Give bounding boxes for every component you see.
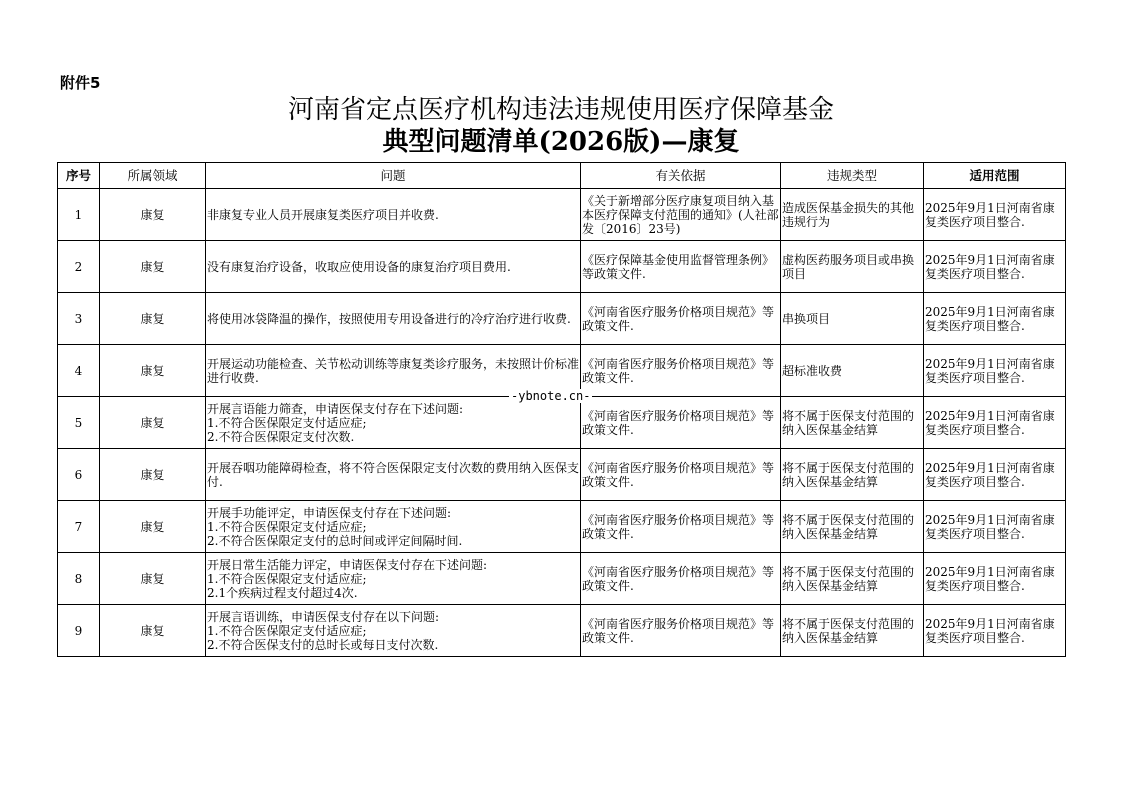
header-domain: 所属领域 bbox=[100, 163, 206, 189]
row-problem bbox=[206, 501, 581, 553]
table-row bbox=[58, 397, 1066, 449]
row-scope: 2025年9月1日河南省康复类医疗项目整合. bbox=[924, 293, 1066, 345]
row-domain: 康复 bbox=[100, 501, 206, 553]
row-domain: 康复 bbox=[100, 449, 206, 501]
problem-line: 将使用冰袋降温的操作，按照使用专用设备进行的冷疗治疗进行收费. bbox=[207, 311, 571, 326]
row-violation-type: 超标准收费 bbox=[781, 345, 924, 397]
table-row bbox=[58, 189, 1066, 241]
document-title-line2: 典型问题清单(2026版)—康复 bbox=[382, 127, 740, 157]
row-index: 1 bbox=[58, 189, 100, 241]
row-problem bbox=[206, 293, 581, 345]
row-domain: 康复 bbox=[100, 553, 206, 605]
table-row bbox=[58, 293, 1066, 345]
row-scope: 2025年9月1日河南省康复类医疗项目整合. bbox=[924, 501, 1066, 553]
row-scope: 2025年9月1日河南省康复类医疗项目整合. bbox=[924, 553, 1066, 605]
row-index: 4 bbox=[58, 345, 100, 397]
problem-line: 1.不符合医保限定支付适应症; bbox=[207, 571, 367, 586]
document-title-line1: 河南省定点医疗机构违法违规使用医疗保障基金 bbox=[287, 95, 834, 125]
row-problem bbox=[206, 241, 581, 293]
problem-line: 非康复专业人员开展康复类医疗项目并收费. bbox=[207, 207, 439, 222]
problem-line: 开展言语能力筛查，申请医保支付存在下述问题: bbox=[207, 401, 464, 416]
row-index: 8 bbox=[58, 553, 100, 605]
row-basis: 《河南省医疗服务价格项目规范》等政策文件. bbox=[581, 605, 781, 657]
problem-line: 2.不符合医保限定支付的总时间或评定间隔时间. bbox=[207, 533, 463, 548]
problem-line: 开展言语训练，申请医保支付存在以下问题: bbox=[207, 609, 440, 624]
header-type: 违规类型 bbox=[781, 163, 924, 189]
row-violation-type: 将不属于医保支付范围的纳入医保基金结算 bbox=[781, 449, 924, 501]
row-domain: 康复 bbox=[100, 241, 206, 293]
problem-line: 开展日常生活能力评定，申请医保支付存在下述问题: bbox=[207, 557, 488, 572]
row-index: 3 bbox=[58, 293, 100, 345]
row-index: 7 bbox=[58, 501, 100, 553]
row-domain: 康复 bbox=[100, 293, 206, 345]
row-domain: 康复 bbox=[100, 345, 206, 397]
problem-line: 1.不符合医保限定支付适应症; bbox=[207, 415, 367, 430]
table-row bbox=[58, 449, 1066, 501]
row-problem bbox=[206, 449, 581, 501]
row-problem bbox=[206, 605, 581, 657]
header-scope: 适用范围 bbox=[924, 163, 1066, 189]
problem-list-table bbox=[57, 162, 1066, 657]
row-basis: 《河南省医疗服务价格项目规范》等政策文件. bbox=[581, 553, 781, 605]
row-basis: 《河南省医疗服务价格项目规范》等政策文件. bbox=[581, 345, 781, 397]
problem-line: 1.不符合医保限定支付适应症; bbox=[207, 519, 367, 534]
row-violation-type: 将不属于医保支付范围的纳入医保基金结算 bbox=[781, 553, 924, 605]
row-violation-type: 将不属于医保支付范围的纳入医保基金结算 bbox=[781, 397, 924, 449]
row-violation-type: 将不属于医保支付范围的纳入医保基金结算 bbox=[781, 501, 924, 553]
table-header-row bbox=[58, 163, 1066, 189]
row-problem bbox=[206, 189, 581, 241]
row-domain: 康复 bbox=[100, 189, 206, 241]
row-problem bbox=[206, 553, 581, 605]
table-row bbox=[58, 241, 1066, 293]
row-index: 6 bbox=[58, 449, 100, 501]
row-basis: 《河南省医疗服务价格项目规范》等政策文件. bbox=[581, 397, 781, 449]
row-scope: 2025年9月1日河南省康复类医疗项目整合. bbox=[924, 345, 1066, 397]
table-row bbox=[58, 553, 1066, 605]
row-violation-type: 造成医保基金损失的其他违规行为 bbox=[781, 189, 924, 241]
row-index: 2 bbox=[58, 241, 100, 293]
row-domain: 康复 bbox=[100, 397, 206, 449]
table-row bbox=[58, 605, 1066, 657]
row-violation-type: 串换项目 bbox=[781, 293, 924, 345]
table-body bbox=[58, 189, 1066, 657]
row-violation-type: 虚构医药服务项目或串换项目 bbox=[781, 241, 924, 293]
row-index: 9 bbox=[58, 605, 100, 657]
problem-line: 2.不符合医保限定支付次数. bbox=[207, 429, 355, 444]
attachment-label: 附件5 bbox=[60, 74, 101, 92]
problem-line: 2.不符合医保支付的总时长或每日支付次数. bbox=[207, 637, 439, 652]
header-problem: 问题 bbox=[206, 163, 581, 189]
row-problem bbox=[206, 397, 581, 449]
row-scope: 2025年9月1日河南省康复类医疗项目整合. bbox=[924, 449, 1066, 501]
watermark: -ybnote.cn- bbox=[511, 389, 591, 403]
row-basis: 《河南省医疗服务价格项目规范》等政策文件. bbox=[581, 449, 781, 501]
problem-line: 开展运动功能检查、关节松动训练等康复类诊疗服务，未按照计价标准进行收费. bbox=[207, 356, 580, 385]
row-domain: 康复 bbox=[100, 605, 206, 657]
row-scope: 2025年9月1日河南省康复类医疗项目整合. bbox=[924, 397, 1066, 449]
problem-line: 开展吞咽功能障碍检查，将不符合医保限定支付次数的费用纳入医保支付. bbox=[207, 460, 580, 489]
row-scope: 2025年9月1日河南省康复类医疗项目整合. bbox=[924, 605, 1066, 657]
row-basis: 《医疗保障基金使用监督管理条例》等政策文件. bbox=[581, 241, 781, 293]
row-basis: 《关于新增部分医疗康复项目纳入基本医疗保障支付范围的通知》(人社部发〔2016〕23号) bbox=[581, 189, 781, 241]
row-basis: 《河南省医疗服务价格项目规范》等政策文件. bbox=[581, 501, 781, 553]
row-violation-type: 将不属于医保支付范围的纳入医保基金结算 bbox=[781, 605, 924, 657]
row-basis: 《河南省医疗服务价格项目规范》等政策文件. bbox=[581, 293, 781, 345]
row-index: 5 bbox=[58, 397, 100, 449]
header-index: 序号 bbox=[58, 163, 100, 189]
header-basis: 有关依据 bbox=[581, 163, 781, 189]
problem-line: 开展手功能评定，申请医保支付存在下述问题: bbox=[207, 505, 452, 520]
row-scope: 2025年9月1日河南省康复类医疗项目整合. bbox=[924, 241, 1066, 293]
problem-line: 2.1个疾病过程支付超过4次. bbox=[207, 585, 358, 600]
problem-line: 1.不符合医保限定支付适应症; bbox=[207, 623, 367, 638]
table-row bbox=[58, 501, 1066, 553]
problem-line: 没有康复治疗设备，收取应使用设备的康复治疗项目费用. bbox=[207, 259, 511, 274]
row-scope: 2025年9月1日河南省康复类医疗项目整合. bbox=[924, 189, 1066, 241]
